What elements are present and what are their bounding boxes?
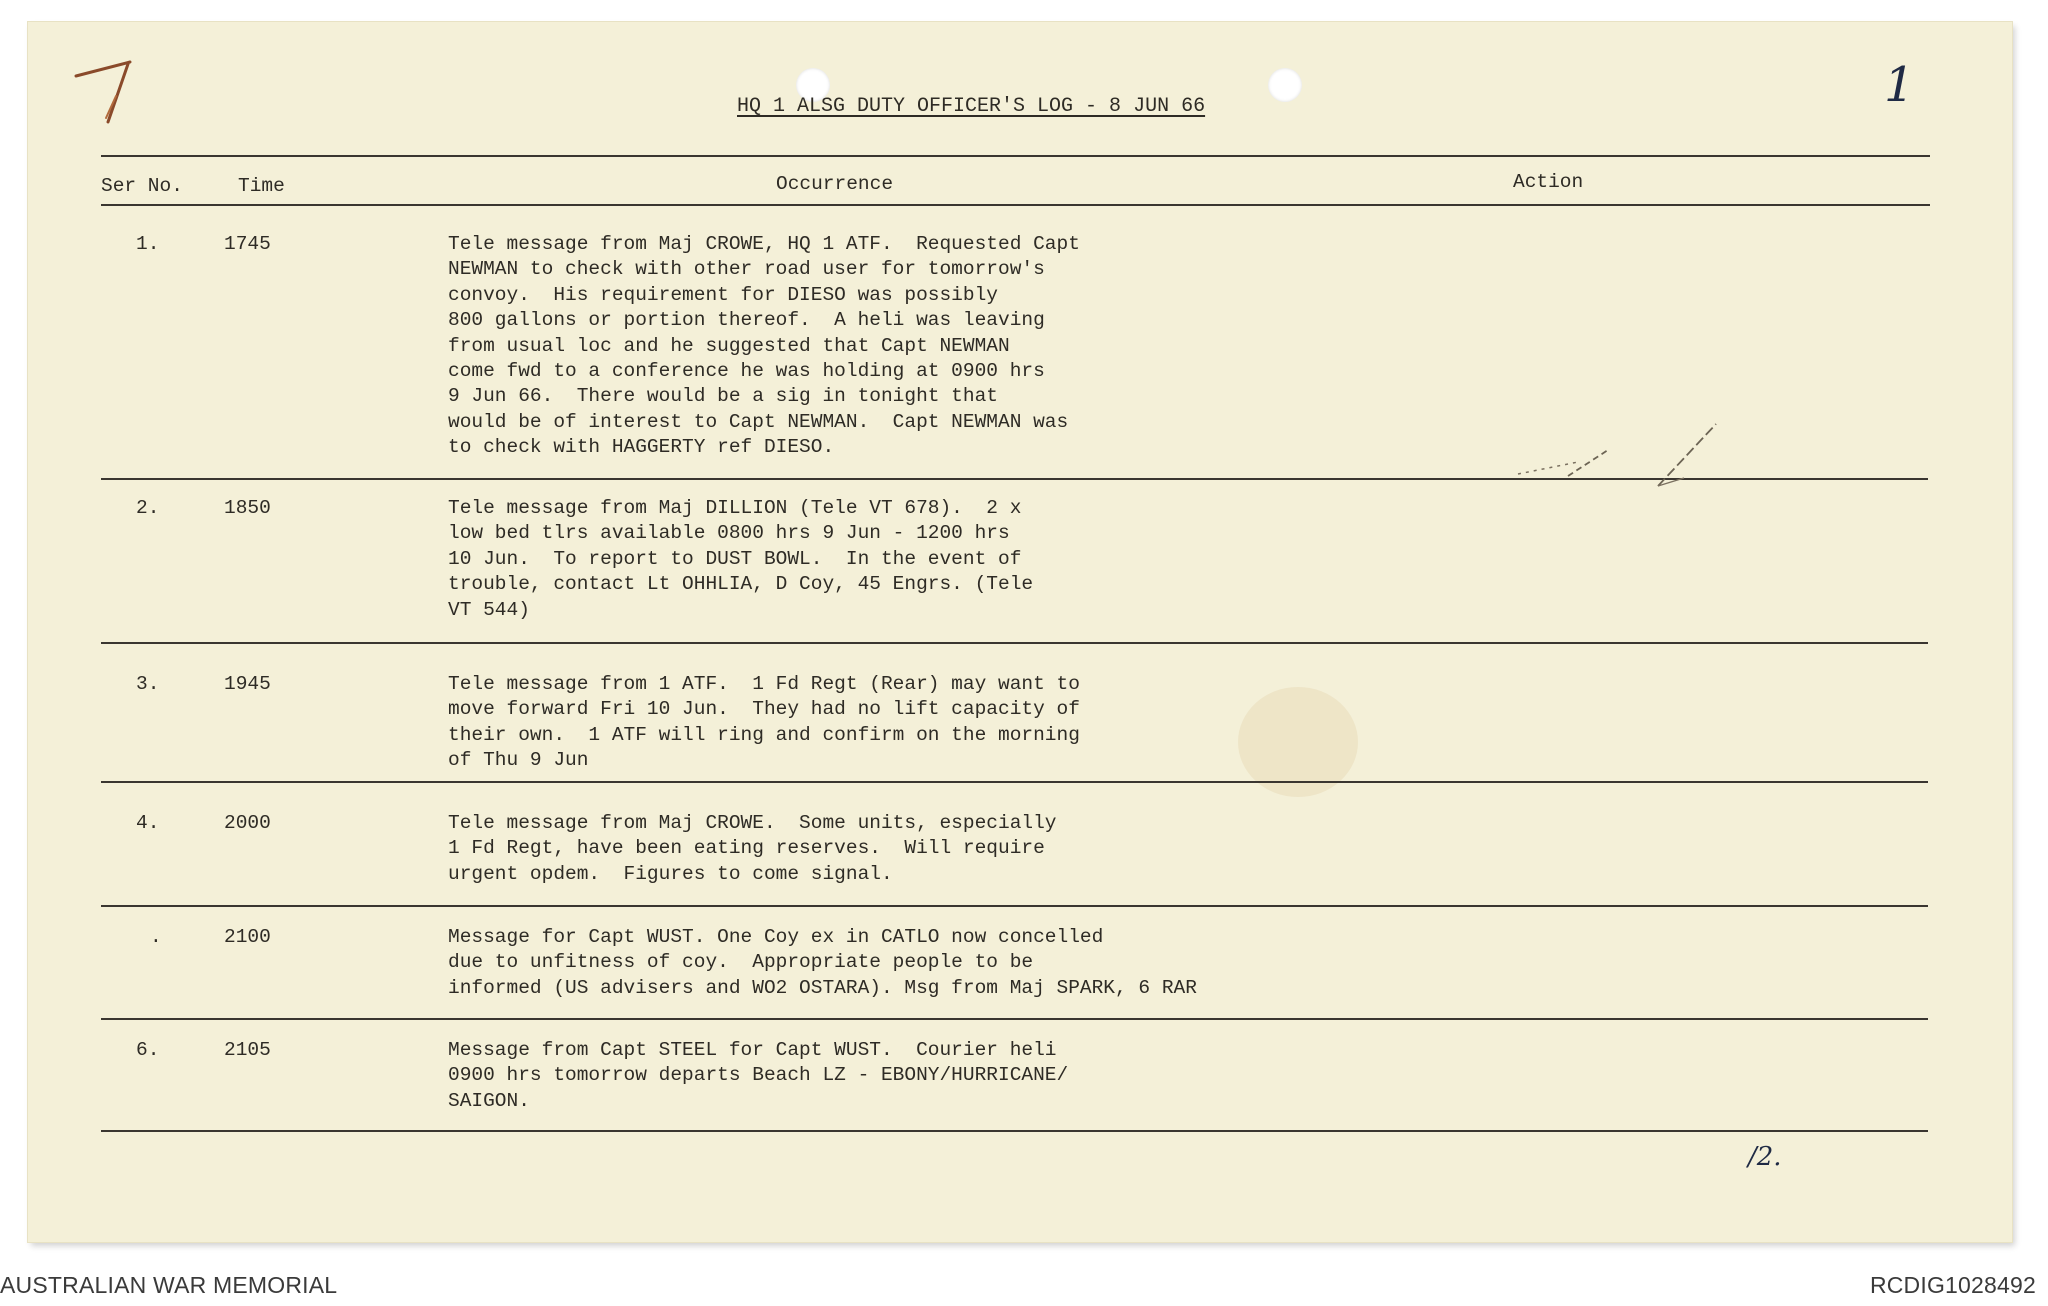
punch-hole-right [1268,68,1302,102]
entry-ser-no: 1. [136,233,160,255]
footer-institution: AUSTRALIAN WAR MEMORIAL [0,1272,338,1298]
header-bottom-rule [101,204,1930,206]
entry-time: 2105 [224,1039,271,1061]
column-header-ser-no: Ser No. [101,175,183,197]
entry-ser-no: 2. [136,497,160,519]
entry-occurrence: Message from Capt STEEL for Capt WUST. Courier heli 0900 hrs tomorrow departs Beach LZ - EBONY/HURRICANE/ SAIGON. [448,1039,1069,1112]
column-header-action: Action [1513,171,1584,193]
entry-occurrence: Tele message from Maj CROWE. Some units, especially 1 Fd Regt, have been eating reserves. Will require urgent opdem. Figures to come signal. [448,812,1057,885]
continuation-mark: /2. [1748,1142,1782,1172]
table-bottom-rule [101,1130,1928,1132]
document-title: HQ 1 ALSG DUTY OFFICER'S LOG - 8 JUN 66 [737,95,1206,118]
entry-occurrence: Tele message from 1 ATF. 1 Fd Regt (Rear) may want to move forward Fri 10 Jun. They had no lift capacity of their own. 1 ATF will ring and confirm on the morning of Thu 9 Jun [448,673,1080,772]
entry-separator-rule [101,781,1928,783]
entry-occurrence: Message for Capt WUST. One Coy ex in CATLO now concelled due to unfitness of coy. Appropriate people to be informed (US advisers and WO2 OSTARA). Msg from Maj SPARK, 6 RAR [448,926,1197,999]
entry-time: 1745 [224,233,271,255]
entry-time: 1945 [224,673,271,695]
staple-mark-icon [72,56,152,136]
entry-time: 1850 [224,497,271,519]
entry-ser-no: 3. [136,673,160,695]
entry-separator-rule [101,1018,1928,1020]
entry-separator-rule [101,642,1928,644]
entry-ser-no: . [150,926,162,948]
footer-reference: RCDIG1028492 [1869,1272,2036,1298]
page-mark: 1 [1884,57,1915,113]
column-header-occurrence: Occurrence [776,173,894,195]
entry-occurrence: Tele message from Maj CROWE, HQ 1 ATF. Requested Capt NEWMAN to check with other road user for tomorrow's convoy. His requirement for DIESO was possibly 800 gallons or portion thereof. A heli was leaving from usual loc and he suggested that Capt NEWMAN come fwd to a conference he was holding at 0900 hrs 9 Jun 66. There would be a sig in tonight that would be of interest to Capt NEWMAN. Capt NEWMAN was to check with HAGGERTY ref DIESO. [448,233,1080,459]
entry-ser-no: 6. [136,1039,160,1061]
header-top-rule [101,155,1930,157]
entry-ser-no: 4. [136,812,160,834]
entry-separator-rule [101,905,1928,907]
entry-time: 2000 [224,812,271,834]
entry-time: 2100 [224,926,271,948]
entry-occurrence: Tele message from Maj DILLION (Tele VT 678). 2 x low bed tlrs available 0800 hrs 9 Jun - 1200 hrs 10 Jun. To report to DUST BOWL. In the event of trouble, contact Lt OHHLIA, D Coy, 45 Engrs. (Tele VT 544) [448,497,1034,621]
pencil-tick-icon [1508,402,1768,492]
column-header-time: Time [238,175,285,197]
document-page [28,22,2012,1242]
